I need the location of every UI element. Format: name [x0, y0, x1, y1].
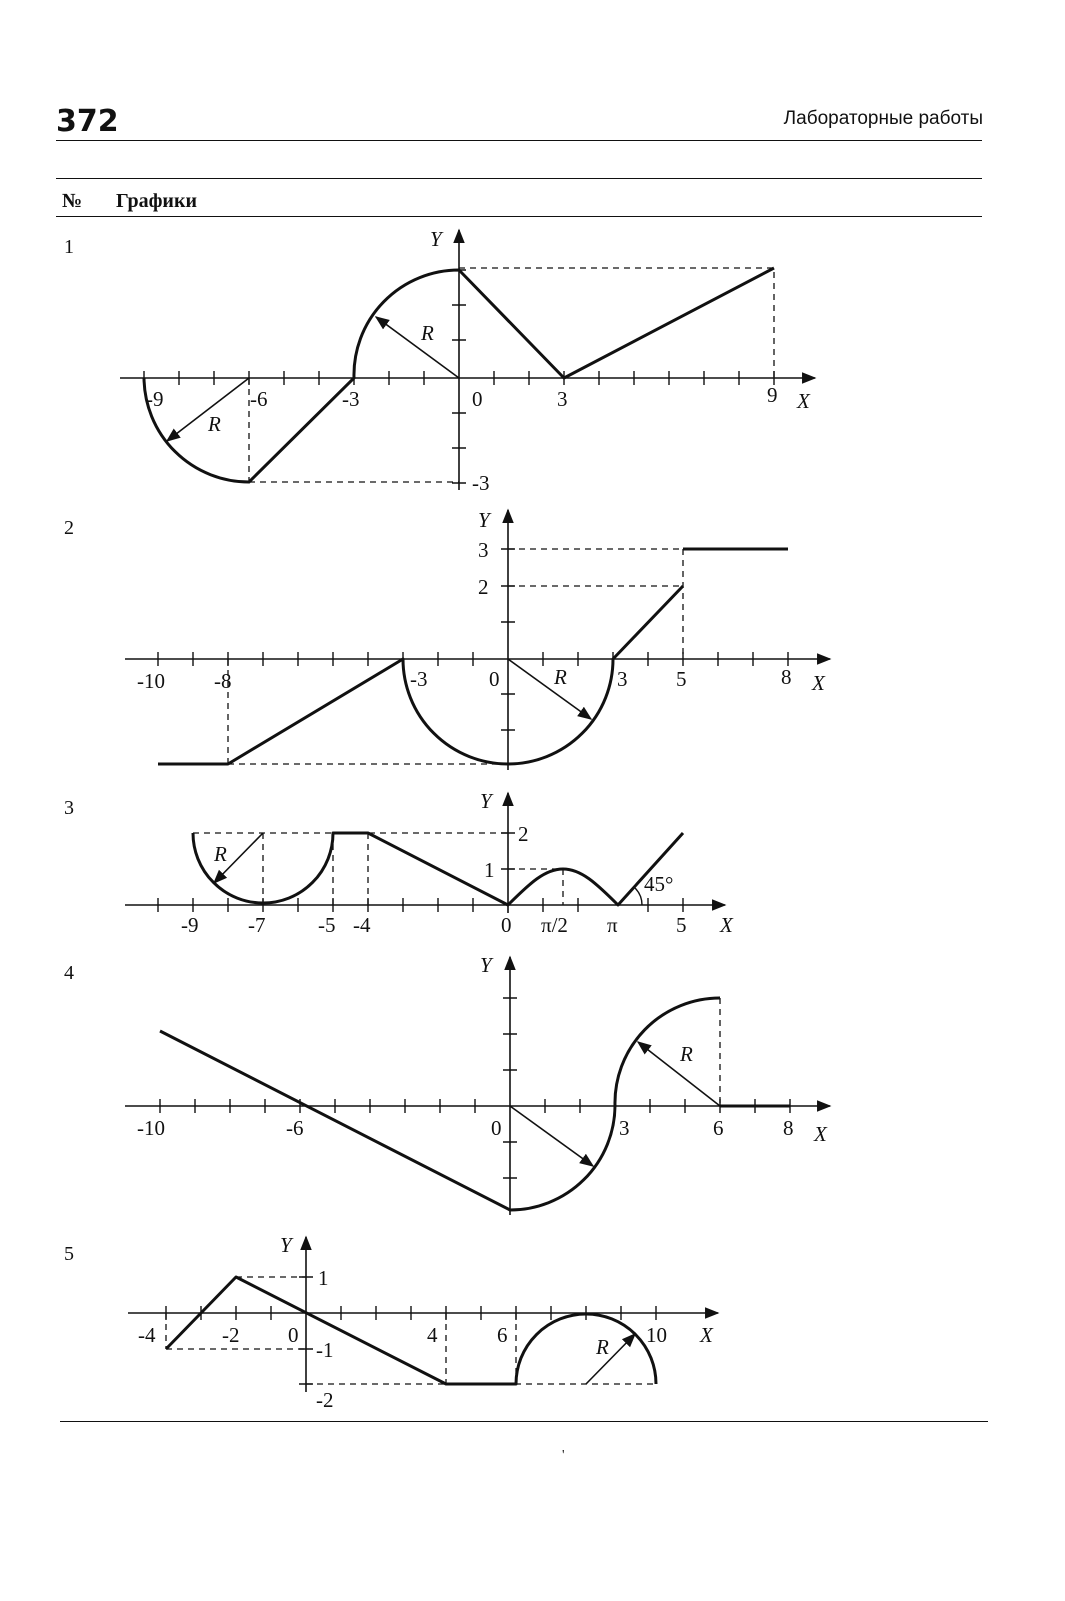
- figure-4-graph: [125, 957, 830, 1215]
- figure-1-radius-arrow-a: [376, 317, 459, 378]
- figure-1-radius-label: R: [208, 412, 221, 436]
- figure-4-radius-arrow-b: [510, 1106, 593, 1166]
- figure-4-x-axis-label: X: [814, 1122, 827, 1146]
- figure-2-tick-label: -3: [410, 667, 428, 691]
- row-number-2: 2: [64, 517, 74, 539]
- figure-5-x-axis-label: X: [700, 1323, 713, 1347]
- figure-2-tick-label: 0: [489, 667, 500, 691]
- figure-1-tick-label: 3: [557, 387, 568, 411]
- figure-3-tick-label: -5: [318, 913, 336, 937]
- figure-5-tick-label: 0: [288, 1323, 299, 1347]
- figure-1-tick-label: -3: [472, 471, 490, 495]
- figure-2-tick-label: -10: [137, 669, 165, 693]
- figure-5-radius-label: R: [596, 1335, 609, 1359]
- figure-4-tick-label: -10: [137, 1116, 165, 1140]
- figure-5-tick-label: 10: [646, 1323, 667, 1347]
- figure-2-tick-label: 8: [781, 665, 792, 689]
- figure-1-tick-label: 0: [472, 387, 483, 411]
- figure-5-radius-arrow: [586, 1334, 635, 1384]
- figure-2-radius-arrow: [508, 659, 591, 719]
- figure-2-tick-label: 3: [617, 667, 628, 691]
- figure-3-tick-label: 5: [676, 913, 687, 937]
- figure-4-radius-label: R: [680, 1042, 693, 1066]
- figure-3-tick-label: 1: [484, 858, 495, 882]
- figure-3-tick-label: -4: [353, 913, 371, 937]
- figure-1-y-axis-label: Y: [430, 227, 442, 251]
- figure-4-tick-label: 0: [491, 1116, 502, 1140]
- figure-3-radius-label: R: [214, 842, 227, 866]
- figure-3-tick-label: π: [607, 913, 618, 937]
- figure-3-tick-label: -9: [181, 913, 199, 937]
- figure-2-x-axis-label: X: [812, 671, 825, 695]
- figure-4-tick-label: 3: [619, 1116, 630, 1140]
- figure-3-tick-label: 2: [518, 822, 529, 846]
- figure-2-tick-label: 5: [676, 667, 687, 691]
- figure-5-tick-label: -2: [316, 1388, 334, 1412]
- figure-1-tick-label: 9: [767, 383, 778, 407]
- row-number-4: 4: [64, 962, 74, 984]
- figure-2-y-axis-label: Y: [478, 508, 490, 532]
- figure-3-y-axis-label: Y: [480, 789, 492, 813]
- figure-2-radius-label: R: [554, 665, 567, 689]
- row-number-1: 1: [64, 236, 74, 258]
- figure-3-angle-label: 45°: [644, 872, 674, 896]
- figure-1-radius-label: R: [421, 321, 434, 345]
- figure-3-tick-label: -7: [248, 913, 266, 937]
- figure-5-curve: [166, 1277, 656, 1384]
- figure-5-tick-label: -4: [138, 1323, 156, 1347]
- running-title: Лабораторные работы: [783, 108, 983, 129]
- figure-1-tick-label: -6: [250, 387, 268, 411]
- figure-5-tick-label: 6: [497, 1323, 508, 1347]
- figure-1-tick-label: -9: [146, 387, 164, 411]
- figure-3-curve: [193, 833, 683, 905]
- figure-5-y-axis-label: Y: [280, 1233, 292, 1257]
- figure-5-guides: [166, 1277, 656, 1384]
- figure-3-angle-arc: [635, 888, 642, 905]
- figure-4-tick-label: -6: [286, 1116, 304, 1140]
- figure-5-tick-label: -2: [222, 1323, 240, 1347]
- figure-5-graph: [128, 1237, 718, 1392]
- figure-4-y-axis-label: Y: [480, 953, 492, 977]
- figure-5-tick-label: -1: [316, 1338, 334, 1362]
- figure-1-x-axis-label: X: [797, 389, 810, 413]
- figure-1-graph: [120, 230, 815, 490]
- column-number-heading: №: [62, 190, 83, 212]
- row-number-5: 5: [64, 1243, 74, 1265]
- figure-5-tick-label: 1: [318, 1266, 329, 1290]
- column-graphs-heading: Графики: [116, 190, 197, 212]
- figure-5-tick-label: 4: [427, 1323, 438, 1347]
- figure-4-tick-label: 6: [713, 1116, 724, 1140]
- page-number: 372: [56, 104, 119, 139]
- print-speck: ': [562, 1448, 565, 1463]
- figure-1-tick-label: -3: [342, 387, 360, 411]
- figure-4-radius-arrow-a: [638, 1042, 720, 1106]
- figure-3-tick-label: 0: [501, 913, 512, 937]
- figure-2-tick-label: 3: [478, 538, 489, 562]
- figure-1-guides: [249, 268, 774, 482]
- row-number-3: 3: [64, 797, 74, 819]
- figure-2-tick-label: -8: [214, 669, 232, 693]
- figure-4-tick-label: 8: [783, 1116, 794, 1140]
- figure-2-tick-label: 2: [478, 575, 489, 599]
- figure-3-x-axis-label: X: [720, 913, 733, 937]
- figure-3-tick-label: π/2: [541, 913, 568, 937]
